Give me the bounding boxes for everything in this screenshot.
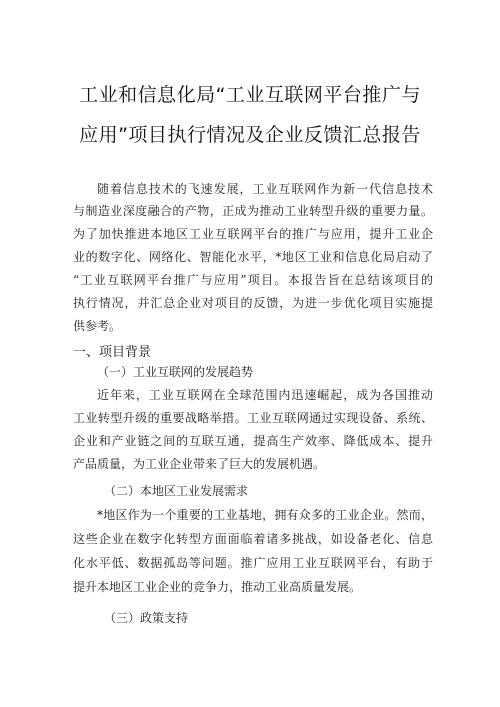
intro-line: 业的数字化、网络化、智能化水平，*地区工业和信息化局启动了 xyxy=(73,250,433,264)
intro-line: 供参考。 xyxy=(73,319,122,333)
demand-line: 这些企业在数字化转型方面面临着诸多挑战，如设备老化、信息 xyxy=(73,532,433,546)
trend-line: 近年来，工业互联网在全球范围内迅速崛起，成为各国推动 xyxy=(97,388,433,402)
subsection-heading-trend: （一）工业互联网的发展趋势 xyxy=(97,365,254,379)
document-title-line-2: 应用”项目执行情况及企业反馈汇总报告 xyxy=(79,124,421,146)
intro-line: “工业互联网平台推广与应用”项目。本报告旨在总结该项目的 xyxy=(73,273,433,287)
trend-line: 企业和产业链之间的互联互通，提高生产效率、降低成本、提升 xyxy=(73,434,433,448)
demand-line: *地区作为一个重要的工业基地，拥有众多的工业企业。然而， xyxy=(97,508,433,522)
intro-line: 随着信息技术的飞速发展，工业互联网作为新一代信息技术 xyxy=(97,182,433,196)
demand-line: 化水平低、数据孤岛等问题。推广应用工业互联网平台，有助于 xyxy=(73,556,433,570)
intro-line: 为了加快推进本地区工业互联网平台的推广与应用，提升工业企 xyxy=(73,227,433,241)
document-title-line-1: 工业和信息化局“工业互联网平台推广与 xyxy=(79,84,421,106)
subsection-heading-demand: （二）本地区工业发展需求 xyxy=(104,484,249,498)
section-heading-background: 一、项目背景 xyxy=(73,345,152,360)
intro-line: 执行情况，并汇总企业对项目的反馈，为进一步优化项目实施提 xyxy=(73,296,433,310)
intro-line: 与制造业深度融合的产物，正成为推动工业转型升级的重要力量。 xyxy=(73,204,433,218)
trend-line: 产品质量，为工业企业带来了巨大的发展机遇。 xyxy=(73,457,326,471)
trend-line: 工业转型升级的重要战略举措。工业互联网通过实现设备、系统、 xyxy=(73,411,433,425)
subsection-heading-policy: （三）政策支持 xyxy=(104,611,189,625)
demand-line: 提升本地区工业企业的竞争力，推动工业高质量发展。 xyxy=(73,580,362,594)
